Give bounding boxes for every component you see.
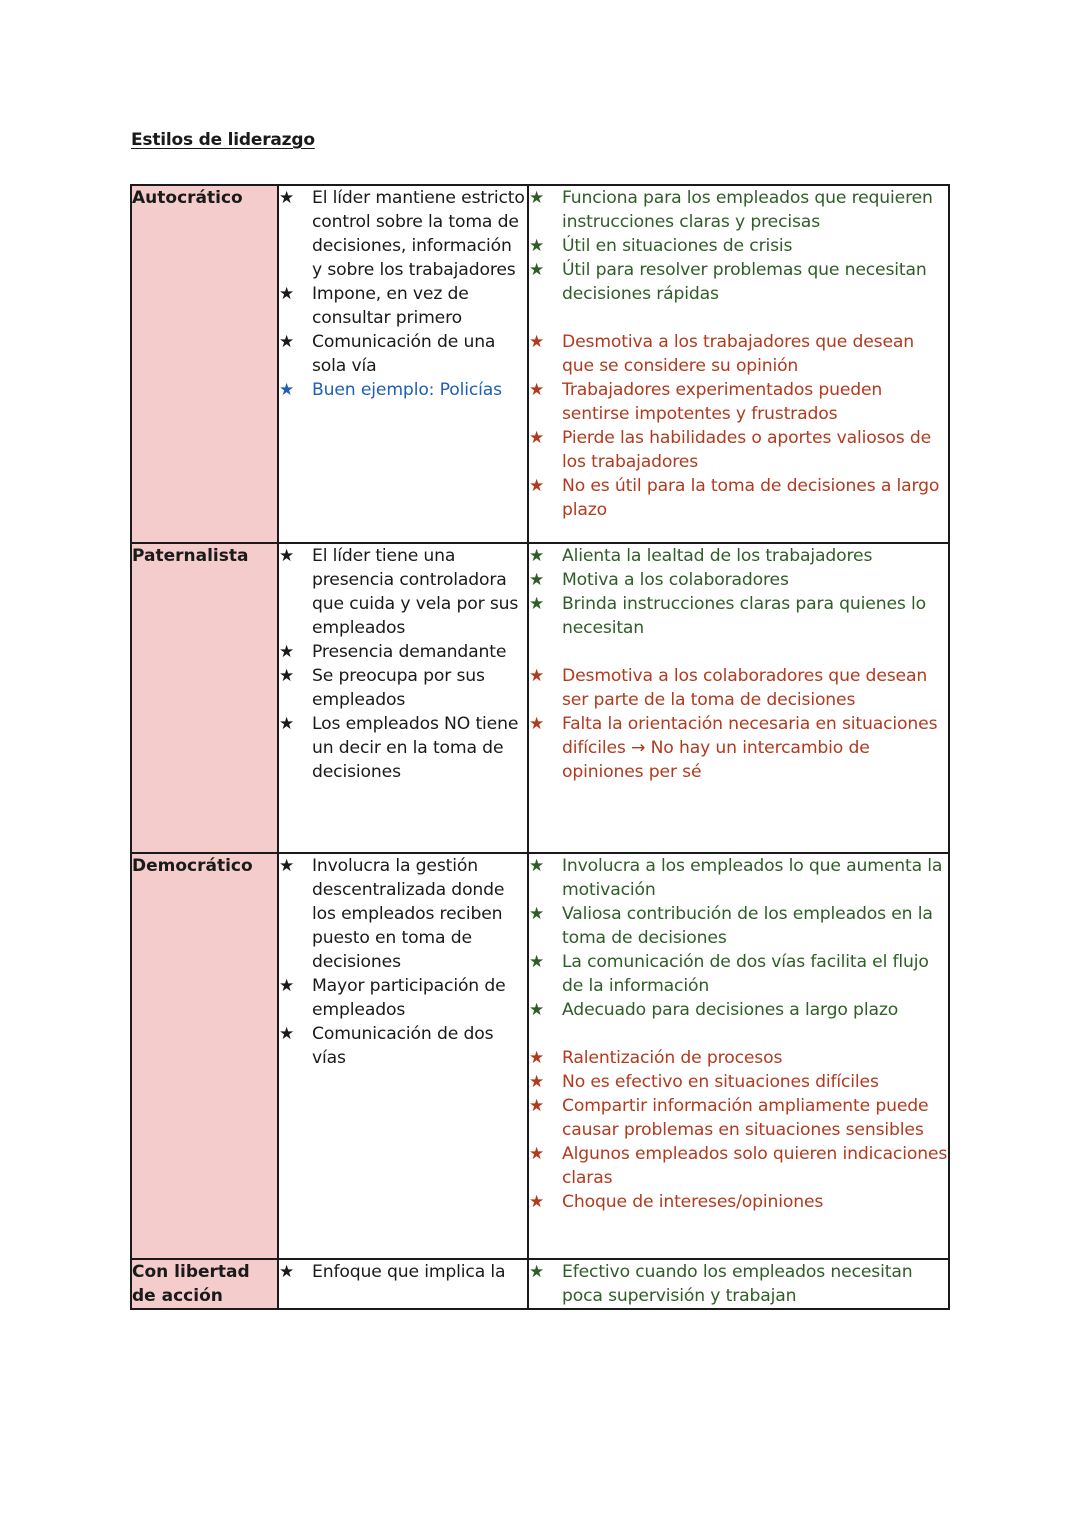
style-evaluation-cell (528, 853, 949, 1259)
advantage-item (529, 998, 948, 1022)
star-bullet-icon: ★ (529, 1072, 545, 1092)
evaluation-list (529, 854, 948, 1214)
star-bullet-icon: ★ (529, 236, 545, 256)
advantage-item-text: Efectivo cuando los empleados necesitan poca supervisión y trabajan (562, 1262, 913, 1306)
advantage-item-text: Alienta la lealtad de los trabajadores (562, 546, 873, 566)
advantage-item-text: Valiosa contribución de los empleados en la toma de decisiones (562, 904, 933, 948)
document-title: Estilos de liderazgo (131, 130, 315, 150)
advantage-item-text: La comunicación de dos vías facilita el flujo de la información (562, 952, 929, 996)
description-list (279, 1260, 527, 1284)
table-row (131, 1259, 949, 1309)
evaluation-list (529, 544, 948, 784)
style-name: Democrático (132, 856, 253, 876)
star-bullet-icon: ★ (279, 1024, 295, 1044)
style-evaluation-cell (528, 1259, 949, 1309)
disadvantage-item (529, 664, 948, 712)
star-bullet-icon: ★ (279, 188, 295, 208)
advantage-item (529, 902, 948, 950)
table-row (131, 185, 949, 543)
star-bullet-icon: ★ (279, 380, 295, 400)
advantage-item-text: Adecuado para decisiones a largo plazo (562, 1000, 899, 1020)
description-item (279, 378, 527, 402)
description-item-text: Se preocupa por sus empleados (312, 666, 485, 710)
disadvantage-item-text: Falta la orientación necesaria en situaciones difíciles → No hay un intercambio de opiniones per sé (562, 714, 938, 782)
disadvantage-item-text: Algunos empleados solo quieren indicaciones claras (562, 1144, 948, 1188)
disadvantage-item (529, 1070, 948, 1094)
style-name: Autocrático (132, 188, 243, 208)
style-description-cell (278, 543, 528, 853)
description-item-text: Los empleados NO tiene un decir en la toma de decisiones (312, 714, 519, 782)
style-name: Paternalista (132, 546, 249, 566)
star-bullet-icon: ★ (529, 1048, 545, 1068)
description-item-text: Buen ejemplo: Policías (312, 380, 502, 400)
star-bullet-icon: ★ (279, 666, 295, 686)
disadvantage-item-text: Compartir información ampliamente puede causar problemas en situaciones sensibles (562, 1096, 929, 1140)
description-item-text: El líder mantiene estricto control sobre la toma de decisiones, información y sobre los trabajadores (312, 188, 525, 280)
advantage-item (529, 592, 948, 640)
description-item-text: Involucra la gestión descentralizada donde los empleados reciben puesto en toma de decisiones (312, 856, 505, 972)
advantage-item-text: Útil en situaciones de crisis (562, 236, 793, 256)
advantage-item (529, 186, 948, 234)
advantage-item (529, 854, 948, 902)
star-bullet-icon: ★ (279, 332, 295, 352)
description-item (279, 282, 527, 330)
disadvantage-item-text: Trabajadores experimentados pueden sentirse impotentes y frustrados (562, 380, 883, 424)
description-item (279, 640, 527, 664)
leadership-styles-table (130, 184, 950, 1310)
description-item (279, 1260, 527, 1284)
style-name-cell (131, 543, 278, 853)
style-evaluation-cell (528, 543, 949, 853)
star-bullet-icon: ★ (279, 642, 295, 662)
star-bullet-icon: ★ (529, 428, 545, 448)
star-bullet-icon: ★ (529, 1000, 545, 1020)
star-bullet-icon: ★ (529, 594, 545, 614)
description-item (279, 186, 527, 282)
star-bullet-icon: ★ (529, 666, 545, 686)
evaluation-list (529, 186, 948, 522)
star-bullet-icon: ★ (529, 188, 545, 208)
disadvantage-item-text: Desmotiva a los trabajadores que desean que se considere su opinión (562, 332, 915, 376)
disadvantage-item (529, 1046, 948, 1070)
advantage-item-text: Brinda instrucciones claras para quienes lo necesitan (562, 594, 926, 638)
disadvantage-item-text: No es útil para la toma de decisiones a largo plazo (562, 476, 940, 520)
description-list (279, 186, 527, 402)
star-bullet-icon: ★ (529, 546, 545, 566)
advantage-item-text: Motiva a los colaboradores (562, 570, 789, 590)
star-bullet-icon: ★ (279, 976, 295, 996)
table-body (131, 185, 949, 1309)
style-description-cell (278, 185, 528, 543)
star-bullet-icon: ★ (279, 1262, 295, 1282)
star-bullet-icon: ★ (279, 856, 295, 876)
description-item (279, 664, 527, 712)
star-bullet-icon: ★ (279, 284, 295, 304)
description-list (279, 544, 527, 784)
advantage-item (529, 258, 948, 306)
disadvantage-item-text: Desmotiva a los colaboradores que desean ser parte de la toma de decisiones (562, 666, 928, 710)
style-description-cell (278, 853, 528, 1259)
star-bullet-icon: ★ (529, 1144, 545, 1164)
advantage-item-text: Funciona para los empleados que requieren instrucciones claras y precisas (562, 188, 933, 232)
star-bullet-icon: ★ (529, 380, 545, 400)
style-description-cell (278, 1259, 528, 1309)
style-name-cell (131, 1259, 278, 1309)
star-bullet-icon: ★ (529, 476, 545, 496)
table-row (131, 853, 949, 1259)
description-item-text: Comunicación de una sola vía (312, 332, 496, 376)
star-bullet-icon: ★ (529, 856, 545, 876)
star-bullet-icon: ★ (529, 1262, 545, 1282)
style-name-cell (131, 185, 278, 543)
disadvantage-item (529, 330, 948, 378)
star-bullet-icon: ★ (279, 546, 295, 566)
table-row (131, 543, 949, 853)
description-item-text: Mayor participación de empleados (312, 976, 506, 1020)
style-name: Con libertad de acción (132, 1262, 250, 1306)
star-bullet-icon: ★ (279, 714, 295, 734)
description-item-text: Enfoque que implica la (312, 1262, 506, 1282)
advantage-item (529, 950, 948, 998)
style-evaluation-cell (528, 185, 949, 543)
disadvantage-item (529, 1094, 948, 1142)
evaluation-list (529, 1260, 948, 1308)
description-item-text: Comunicación de dos vías (312, 1024, 494, 1068)
advantage-item-text: Involucra a los empleados lo que aumenta la motivación (562, 856, 943, 900)
star-bullet-icon: ★ (529, 260, 545, 280)
advantage-item (529, 544, 948, 568)
star-bullet-icon: ★ (529, 570, 545, 590)
disadvantage-item (529, 426, 948, 474)
description-item (279, 854, 527, 974)
description-item (279, 330, 527, 378)
advantage-item (529, 1260, 948, 1308)
description-item (279, 712, 527, 784)
star-bullet-icon: ★ (529, 714, 545, 734)
star-bullet-icon: ★ (529, 1192, 545, 1212)
star-bullet-icon: ★ (529, 332, 545, 352)
star-bullet-icon: ★ (529, 1096, 545, 1116)
advantage-item (529, 568, 948, 592)
disadvantage-item (529, 1190, 948, 1214)
star-bullet-icon: ★ (529, 952, 545, 972)
disadvantage-item-text: Choque de intereses/opiniones (562, 1192, 824, 1212)
star-bullet-icon: ★ (529, 904, 545, 924)
disadvantage-item-text: Ralentización de procesos (562, 1048, 783, 1068)
description-list (279, 854, 527, 1070)
description-item (279, 544, 527, 640)
disadvantage-item (529, 474, 948, 522)
description-item (279, 1022, 527, 1070)
disadvantage-item (529, 712, 948, 784)
advantage-item (529, 234, 948, 258)
description-item-text: El líder tiene una presencia controladora que cuida y vela por sus empleados (312, 546, 519, 638)
disadvantage-item (529, 1142, 948, 1190)
advantage-item-text: Útil para resolver problemas que necesitan decisiones rápidas (562, 260, 927, 304)
disadvantage-item-text: No es efectivo en situaciones difíciles (562, 1072, 879, 1092)
disadvantage-item (529, 378, 948, 426)
description-item (279, 974, 527, 1022)
description-item-text: Presencia demandante (312, 642, 507, 662)
style-name-cell (131, 853, 278, 1259)
disadvantage-item-text: Pierde las habilidades o aportes valiosos de los trabajadores (562, 428, 932, 472)
description-item-text: Impone, en vez de consultar primero (312, 284, 469, 328)
